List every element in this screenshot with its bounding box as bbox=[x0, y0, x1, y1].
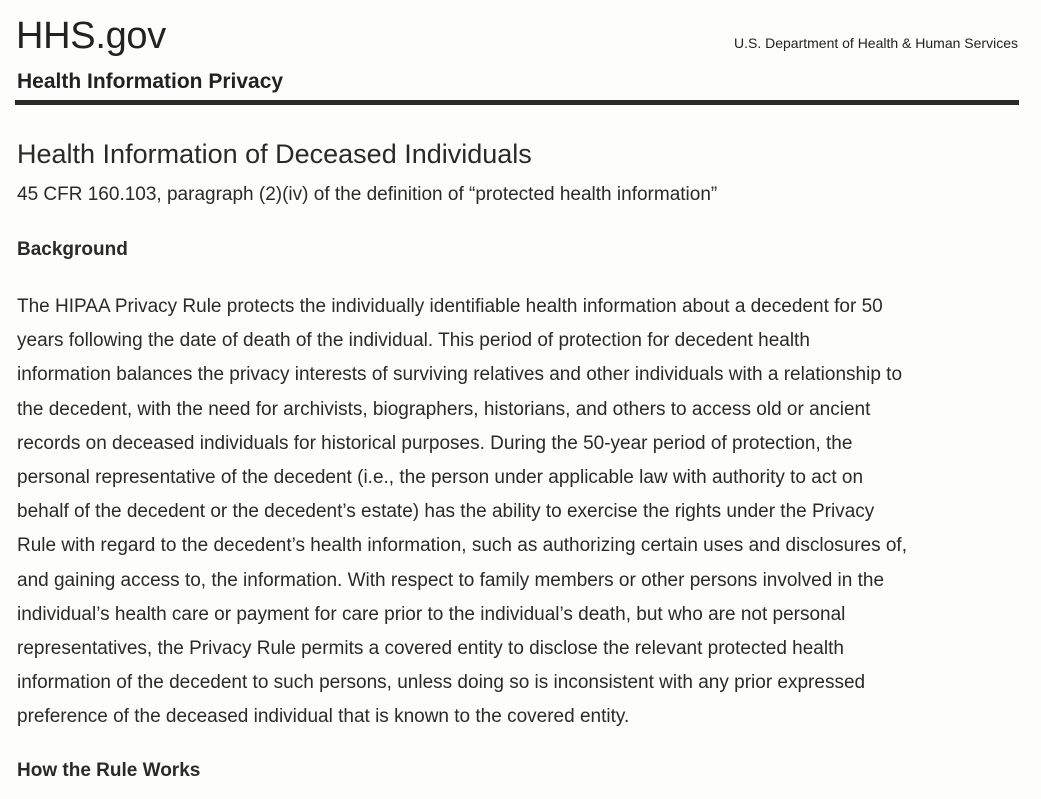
paragraph-line: information balances the privacy interests of surviving relatives and other individuals with a relationship to bbox=[17, 364, 903, 386]
document-title: Health Information of Deceased Individuals bbox=[17, 139, 532, 169]
site-name: HHS.gov bbox=[16, 15, 166, 57]
background-paragraph bbox=[17, 290, 1017, 735]
paragraph-line: years following the date of death of the individual. This period of protection for decedent health bbox=[17, 330, 810, 352]
paragraph-line: records on deceased individuals for historical purposes. During the 50-year period of protection, the bbox=[17, 432, 853, 454]
paragraph-line: information of the decedent to such persons, unless doing so is inconsistent with any prior expressed bbox=[17, 672, 866, 694]
how-the-rule-works-heading: How the Rule Works bbox=[17, 760, 201, 781]
document-subtitle: 45 CFR 160.103, paragraph (2)(iv) of the definition of “protected health information” bbox=[17, 184, 718, 205]
paragraph-line: representatives, the Privacy Rule permits a covered entity to disclose the relevant protected health bbox=[17, 638, 844, 660]
paragraph-line: the decedent, with the need for archivists, biographers, historians, and others to access old or ancient bbox=[17, 398, 871, 420]
paragraph-line: and gaining access to, the information. With respect to family members or other persons involved in the bbox=[17, 569, 885, 591]
paragraph-line: behalf of the decedent or the decedent’s estate) has the ability to exercise the rights under the Privacy bbox=[17, 501, 875, 523]
paragraph-line: The HIPAA Privacy Rule protects the individually identifiable health information about a decedent for 50 bbox=[17, 296, 883, 317]
section-name: Health Information Privacy bbox=[17, 70, 284, 93]
paragraph-line: Rule with regard to the decedent’s health information, such as authorizing certain uses and disclosures of, bbox=[17, 535, 907, 557]
paragraph-line: individual’s health care or payment for care prior to the individual’s death, but who are not personal bbox=[17, 603, 846, 625]
paragraph-line: personal representative of the decedent (i.e., the person under applicable law with authority to act on bbox=[17, 467, 864, 489]
header-divider bbox=[15, 100, 1019, 105]
background-heading: Background bbox=[17, 239, 128, 260]
department-name: U.S. Department of Health & Human Services bbox=[733, 35, 1018, 51]
paragraph-line: preference of the deceased individual that is known to the covered entity. bbox=[17, 706, 630, 728]
